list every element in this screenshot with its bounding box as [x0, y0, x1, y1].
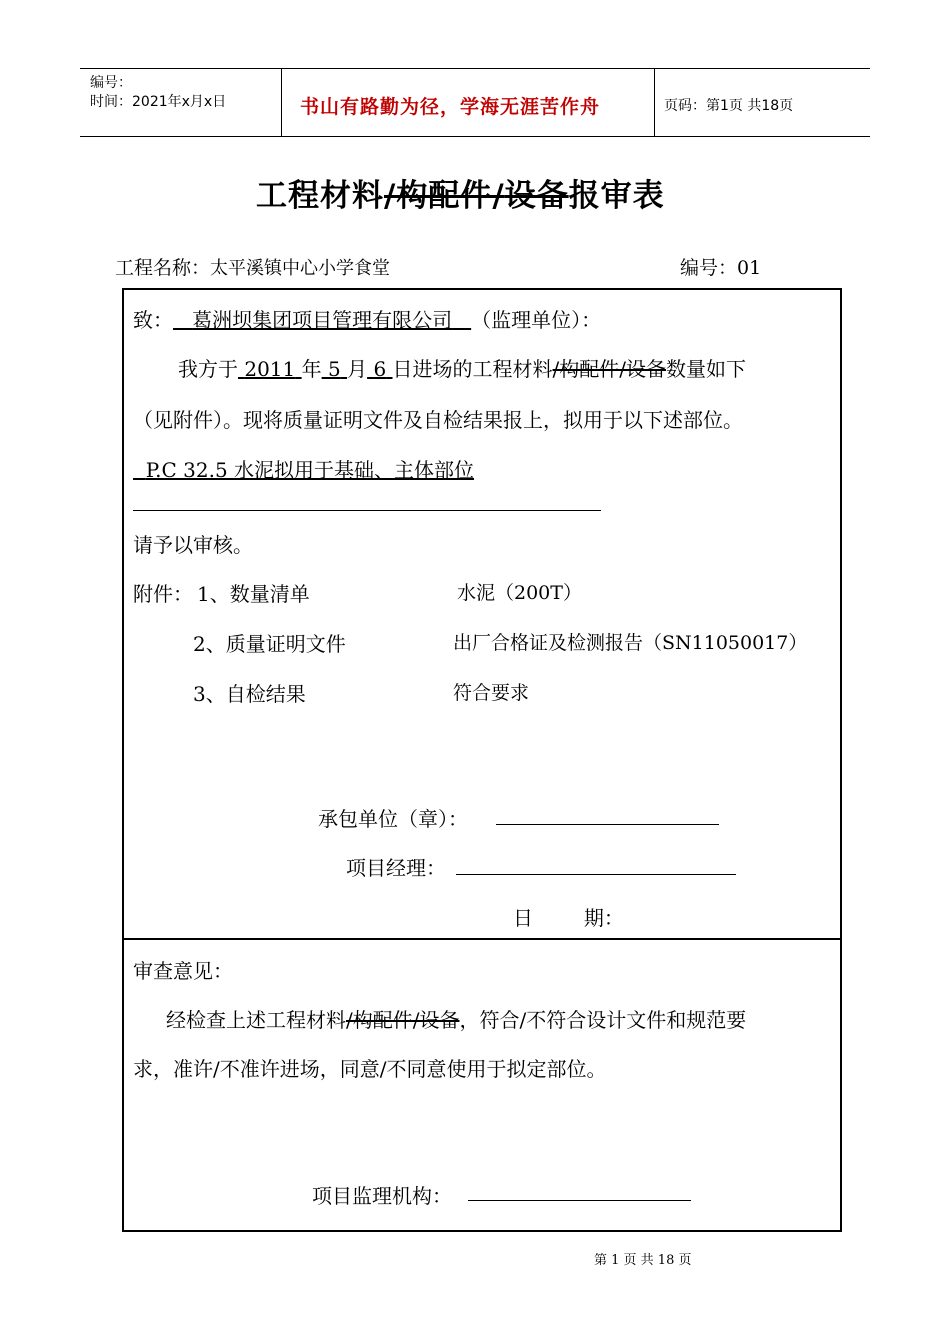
- project-number-value: 01: [737, 257, 762, 279]
- review-text-b: ，符合/不符合设计文件和规范要: [459, 1008, 747, 1032]
- statement-text-d: 日进场的工程材料: [392, 357, 553, 381]
- addressee-company: 葛洲坝集团项目管理有限公司: [192, 308, 453, 332]
- request-text: 请予以审核。: [133, 533, 253, 557]
- review-line-1: [166, 1004, 746, 1033]
- statement-line-1: [178, 353, 746, 382]
- form-section-divider: [122, 938, 842, 940]
- review-text-a: 经检查上述工程材料: [166, 1008, 346, 1032]
- attachment-item-2-value: 出厂合格证及检测报告（SN11050017）: [453, 632, 808, 654]
- attachment-item-3-value: 符合要求: [453, 682, 530, 704]
- header-bottom-rule: [80, 136, 870, 137]
- addressee-prefix: 致：: [133, 308, 173, 332]
- project-name: [115, 253, 390, 280]
- usage-line: P.C 32.5 水泥拟用于基础、主体部位: [145, 458, 475, 482]
- date-label: 日 期：: [513, 906, 624, 930]
- statement-struck-text: /构配件/设备: [552, 357, 667, 381]
- attachment-item-2-name: 2、质量证明文件: [193, 632, 346, 656]
- header-number-label: 编号：: [90, 75, 132, 91]
- addressee-line: [133, 304, 601, 333]
- statement-line-2: （见附件）。现将质量证明文件及自检结果报上，拟用于以下述部位。: [133, 408, 743, 432]
- project-name-value: 太平溪镇中心小学食堂: [210, 258, 391, 279]
- page-title: [256, 170, 665, 215]
- contractor-signature-line: [496, 824, 719, 825]
- header-page-label: 页码：第1页 共18页: [664, 98, 794, 114]
- addressee-suffix: （监理单位）：: [471, 308, 602, 332]
- title-part-equipment-struck: 设备: [504, 178, 569, 214]
- supervisor-signature-line: [468, 1200, 691, 1201]
- statement-day: 6: [373, 357, 387, 381]
- project-number-label: 编号：: [680, 257, 738, 279]
- statement-text-c: 月: [347, 357, 368, 381]
- statement-text-a: 我方于: [178, 357, 238, 381]
- statement-year: 2011: [244, 357, 296, 381]
- usage-blank-line: [133, 510, 601, 511]
- manager-signature-line: [456, 874, 736, 875]
- project-name-label: 工程名称：: [115, 257, 211, 279]
- header-divider-right: [654, 68, 655, 136]
- attachment-item-1-value: 水泥（200T）: [457, 582, 582, 604]
- header-motto: 书山有路勤为径，学海无涯苦作舟: [300, 96, 601, 118]
- review-title: 审查意见：: [133, 959, 233, 983]
- statement-text-e: 数量如下: [666, 357, 747, 381]
- project-number: [680, 253, 761, 280]
- contractor-label: 承包单位（章）：: [318, 807, 468, 831]
- header-divider-left: [281, 68, 282, 136]
- attachment-item-3-name: 3、自检结果: [193, 682, 306, 706]
- page-footer: 第 1 页 共 18 页: [594, 1253, 692, 1268]
- attachment-item-1-name: 1、数量清单: [197, 582, 310, 606]
- manager-label: 项目经理：: [346, 856, 446, 880]
- title-part-components-struck: /构配件/: [384, 178, 505, 214]
- review-line-2: 求，准许/不准许进场，同意/不同意使用于拟定部位。: [133, 1057, 607, 1081]
- header-top-rule: [80, 68, 870, 69]
- review-struck-text: /构配件/设备: [346, 1008, 460, 1032]
- supervisor-label: 项目监理机构：: [312, 1184, 452, 1208]
- title-part-materials: 工程材料: [256, 178, 384, 214]
- attachments-label: 附件：: [133, 582, 193, 606]
- title-part-form: 报审表: [568, 178, 665, 214]
- statement-text-b: 年: [301, 357, 322, 381]
- header-time-label: 时间：2021年x月x日: [90, 94, 227, 110]
- statement-month: 5: [327, 357, 341, 381]
